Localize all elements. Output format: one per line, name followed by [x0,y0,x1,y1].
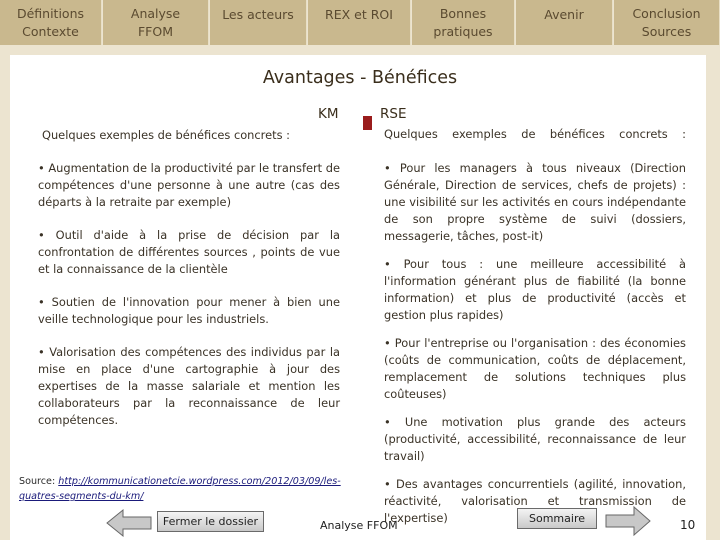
tab-label: Bonnes pratiques [433,5,493,39]
km-item: • Outil d'aide à la prise de décision par la confrontation de différentes sources , points de vue et la connaissance de la clientèle [38,228,340,276]
right-arrow-icon[interactable] [604,505,652,537]
km-header: KM [318,106,339,122]
rse-header: RSE [380,106,407,122]
rse-item: • Pour l'entreprise ou l'organisation : des économies (coûts de communication, coûts de déplacement, remplacement de solutions techniques plus coûteuses) [384,336,686,401]
tab-conclusion-sources[interactable] [614,0,720,45]
rse-item: • Pour tous : une meilleure accessibilité à l'information générant plus de fiabilité (la bonne information) et plus de productivité (accès et gestion plus rapides) [384,257,686,322]
tab-label: Avenir [544,7,584,22]
km-intro: Quelques exemples de bénéfices concrets : [42,128,290,142]
column-divider [363,116,372,130]
rse-item: • Des avantages concurrentiels (agilité, innovation, réactivité, valorisation et transmission de l'expertise) [384,477,686,525]
tab-label: REX et ROI [325,7,393,22]
tab-analyse-ffom[interactable] [103,0,209,45]
top-navigation [0,0,720,47]
km-item: • Valorisation des compétences des individus par la mise en place d'une cartographie à jour des expertises de la masse salariale et mention les collaborateurs par la reconnaissance de leur compétences. [38,345,340,427]
source-link[interactable]: http://kommunicationetcie.wordpress.com/2012/03/09/les-quatres-segments-du-km/ [19,476,341,502]
rse-item: • Pour les managers à tous niveaux (Direction Générale, Direction de services, chefs de projets) : une visibilité sur les activités en cours indépendante de son propre système de suivi (dossiers, messagerie, tâches, post-it) [384,161,686,243]
tab-bonnes-pratiques[interactable] [412,0,515,45]
page-number: 10 [680,518,696,532]
summary-button[interactable]: Sommaire [517,508,597,529]
km-item: • Soutien de l'innovation pour mener à bien une veille technologique pour les industriels. [38,295,340,326]
tab-label: Analyse FFOM [130,5,181,39]
rse-item: • Une motivation plus grande des acteurs (productivité, accessibilité, reconnaissance de leur travail) [384,415,686,463]
km-column [38,160,340,429]
left-arrow-icon[interactable] [105,508,153,538]
source-citation [19,474,359,504]
close-dossier-button[interactable]: Fermer le dossier [157,511,264,532]
tab-label: Les acteurs [222,7,294,22]
footer-section-label: Analyse FFOM [320,519,398,532]
rse-column [384,160,686,527]
source-label: Source: [19,476,56,487]
tab-definitions-contexte[interactable] [0,0,102,45]
km-item: • Augmentation de la productivité par le transfert de compétences d'une personne à une autre (cas des départs à la retraite par exemple) [38,161,341,209]
tab-label: Conclusion Sources [632,5,701,39]
tab-avenir[interactable] [516,0,613,45]
tab-label: Définitions Contexte [16,5,85,39]
tab-rex-roi[interactable] [308,0,411,45]
rse-intro: Quelques exemples de bénéfices concrets : [384,127,686,141]
tab-les-acteurs[interactable] [210,0,307,45]
page-title: Avantages - Bénéfices [262,68,458,88]
